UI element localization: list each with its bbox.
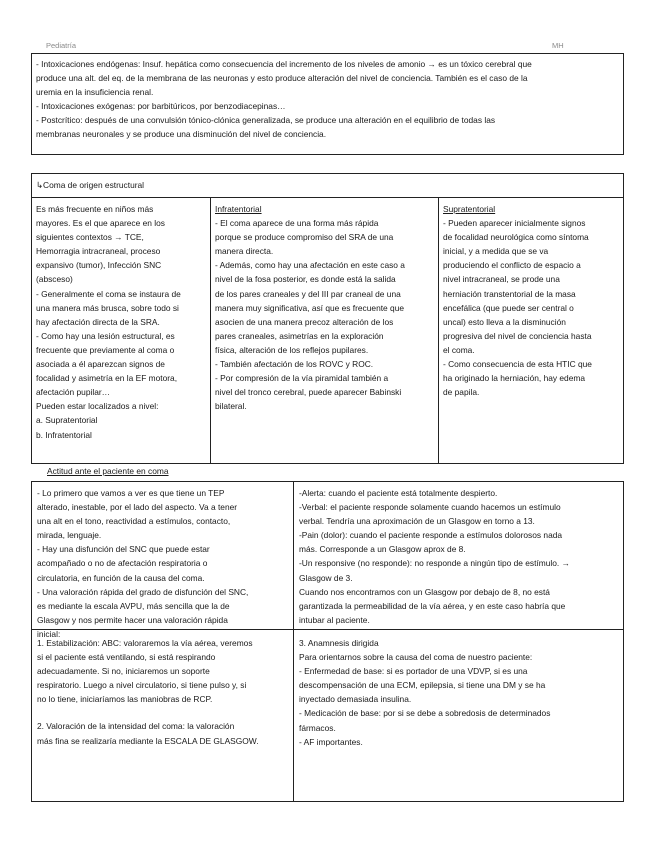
text-line: produce una alt. del eq. de la membrana de las neuronas y esto produce alteración del nivel de conciencia. También es el caso de la [36,73,528,84]
steps-left-column [32,630,294,801]
text-line: alterado, inestable, por el lado del aspecto. Va a tener [37,502,238,513]
text-line: focalidad y asimetría en la EF motora, [36,373,178,384]
text-line: - Por compresión de la vía piramidal también a [215,373,389,384]
text-line: - Generalmente el coma se instaura de [36,288,181,299]
text-line: adecuadamente. Si no, iniciaremos un soporte [37,666,210,677]
text-line: - Una valoración rápida del grado de disfunción del SNC, [37,586,249,597]
text-line: - Hay una disfunción del SNC que puede estar [37,544,210,555]
text-line: Para orientarnos sobre la causa del coma de nuestro paciente: [299,652,533,663]
tep-column [32,482,294,639]
text-line: mayores. Es el que aparece en los [36,218,165,229]
text-line: nivel intracraneal, se prode una [443,274,560,285]
text-line: verbal. Tendría una aproximación de un Glasgow en torno a 13. [299,516,535,527]
text-line: - Medicación de base: por si se debe a sobredosis de determinados [299,708,551,719]
text-line: asociada a él aparezcan signos de [36,359,165,370]
text-line: manera directa. [215,246,274,257]
text-line: - Como consecuencia de esta HTIC que [443,359,592,370]
text-line: Glasgow de 3. [299,572,353,583]
text-line: intubar al paciente. [299,614,370,625]
text-line: hay afectación directa de la SRA. [36,316,160,327]
text-line: de focalidad neurológica como síntoma [443,232,589,243]
spacer [37,706,288,719]
text-line: membranas neuronales y se produce una disminución del nivel de conciencia. [36,129,327,140]
text-line: Es más frecuente en niños más [36,204,154,214]
text-line: más fina se realizaría mediante la ESCALA DE GLASGOW. [37,735,259,746]
text-line: frecuente que previamente al coma o [36,344,175,355]
text-line: porque se produce compromiso del SRA de una [215,232,394,243]
text-line: nivel de la fosa posterior, es donde está la salida [215,274,396,285]
text-line: siguientes contextos → TCE, [36,232,144,243]
text-line: afectación pupilar… [36,387,111,398]
text-line: -Pain (dolor): cuando el paciente responde a estímulos dolorosos nada [299,530,563,541]
text-line: descompensación de una ECM, epilepsia, si tiene una DM y se ha [299,680,546,691]
text-line: inicial, y a medida que se va [443,246,549,257]
text-line: 2. Valoración de la intensidad del coma: la valoración [37,721,235,732]
text-line: - Enfermedad de base: si es portador de una VDVP, si es una [299,666,528,677]
text-line: - AF importantes. [299,736,363,747]
text-line: física, alteración de los reflejos pupilares. [215,344,369,355]
text-line: - Postcrítico: después de una convulsión tónico-clónica generalizada, se produce una alteración en el equilibrio de todas las [36,115,496,126]
text-line: Pueden estar localizados a nivel: [36,401,159,412]
text-line: - Como hay una lesión estructural, es [36,330,175,341]
header-initials: MH [552,41,564,50]
text-line: progresiva del nivel de conciencia hasta [443,330,592,341]
step-1-block [37,636,288,706]
text-line: pares craneales, asimetrías en la exploración [215,330,384,341]
text-line: expansivo (tumor), Infección SNC [36,260,162,271]
text-line: - El coma aparece de una forma más rápida [215,218,379,229]
box-intoxications [31,53,624,155]
structural-general-column [32,198,211,463]
text-line: -Un responsive (no responde): no responde a ningún tipo de estímulo. → [299,558,570,569]
text-line: 3. Anamnesis dirigida [299,638,379,648]
text-line: Glasgow y nos permite hacer una valoración rápida [37,614,228,625]
text-line: mirada, lenguaje. [37,530,102,541]
text-line: inicial: [37,628,61,639]
text-line: uncal) esto lleva a la disminución [443,316,566,327]
text-line: 1. Estabilización: ABC: valoraremos la vía aérea, veremos [37,638,253,648]
text-line: inyectado demasiada insulina. [299,694,412,705]
text-line: produciendo el conflicto de espacio a [443,260,581,271]
header-subject: Pediatría [46,41,77,50]
text-line: es mediante la escala AVPU, más sencilla que la de [37,600,230,611]
text-line: una alt en el tono, reactividad a estímulos, contacto, [37,516,231,527]
text-line: - También afectación de los ROVC y ROC. [215,359,374,370]
section-title-actitud: Actitud ante el paciente en coma [47,466,169,476]
text-line: fármacos. [299,722,336,733]
step-2-block [37,719,288,747]
text-line: Hemorragia intracraneal, proceso [36,246,161,257]
text-line: una manera más brusca, sobre todo si [36,302,179,313]
text-line: uremia en la insuficiencia renal. [36,87,154,98]
text-line: respiratorio. Luego a nivel circulatorio, si tiene pulso y, si [37,680,247,691]
supratentorial-column [439,198,623,463]
box-initial-assessment [31,481,624,639]
text-line: de los pares craneales y del III par craneal de una [215,288,401,299]
text-line: no lo tiene, iniciaríamos las maniobras de RCP. [37,694,213,705]
box-structural-coma [31,197,624,464]
text-line: -Verbal: el paciente responde solamente cuando hacemos un estímulo [299,502,561,513]
text-line: - Intoxicaciones endógenas: Insuf. hepática como consecuencia del incremento de los niveles de amonio → es un tóxico cerebral que [36,59,532,69]
text-line: (absceso) [36,274,73,285]
text-line: b. Infratentorial [36,429,92,440]
structural-coma-title: ↳Coma de origen estructural [31,173,624,197]
infratentorial-heading: Infratentorial [215,204,262,214]
text-line: herniación transtentorial de la masa [443,288,576,299]
text-line: Cuando nos encontramos con un Glasgow por debajo de 8, no está [299,586,550,597]
text-line: garantizada la permeabilidad de la vía aérea, y en este caso habría que [299,600,566,611]
text-line: nivel del tronco cerebral, puede aparecer Babinski [215,387,402,398]
text-line: bilateral. [215,401,247,412]
text-line: encefálica (que puede ser central o [443,302,574,313]
infratentorial-column [211,198,439,463]
text-line: si el paciente está ventilando, si está respirando [37,652,216,663]
text-line: ha originado la herniación, hay edema [443,373,586,384]
text-line: asocien de una manera precoz alteración de los [215,316,394,327]
box-steps [31,630,624,802]
text-line: el coma. [443,344,475,355]
text-line: manera muy significativa, así que es frecuente que [215,302,405,313]
supratentorial-heading: Supratentorial [443,204,496,214]
text-line: - Lo primero que vamos a ver es que tiene un TEP [37,488,225,498]
text-line: más. Corresponde a un Glasgow aprox de 8. [299,544,466,555]
text-line: - Pueden aparecer inicialmente signos [443,218,586,229]
text-line: -Alerta: cuando el paciente está totalmente despierto. [299,488,498,498]
text-line: - Intoxicaciones exógenas: por barbitúricos, por benzodiacepinas… [36,101,286,112]
text-line: a. Supratentorial [36,415,98,426]
text-line: de papila. [443,387,480,398]
text-line: acompañado o no de afectación respiratoria o [37,558,208,569]
text-line: circulatoria, en función de la causa del coma. [37,572,205,583]
text-line: - Además, como hay una afectación en este caso a [215,260,405,271]
avpu-column [294,482,623,629]
step-3-column [294,630,623,801]
